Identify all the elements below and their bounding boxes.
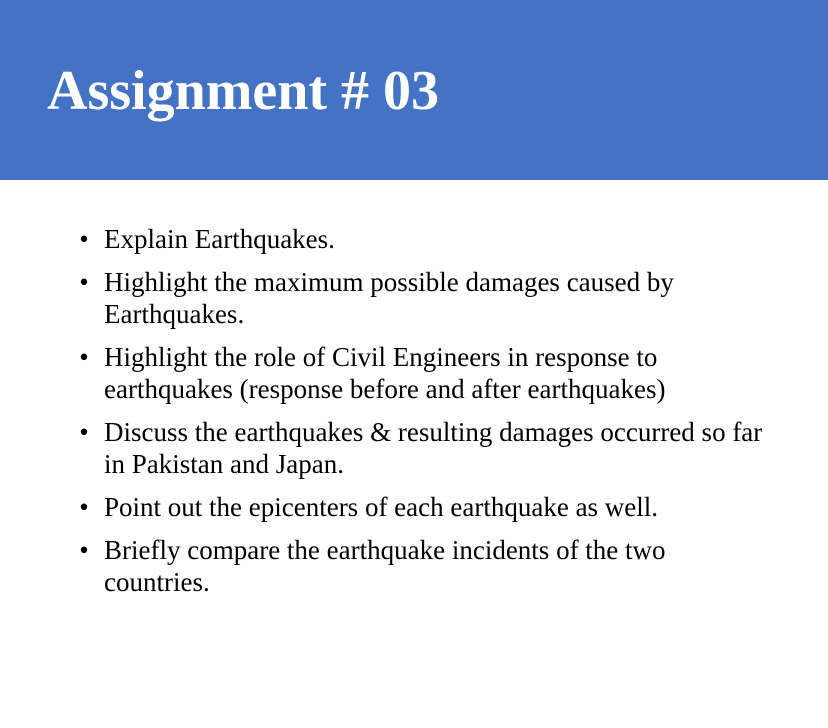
bullet-dot-icon: •: [79, 267, 89, 297]
bullet-dot-icon: •: [79, 417, 89, 447]
bullet-dot-icon: •: [79, 342, 89, 372]
bullet-text: Highlight the maximum possible damages caused by Earthquakes.: [104, 267, 674, 329]
bullet-item: [74, 534, 774, 598]
bullet-text: Discuss the earthquakes & resulting damages occurred so far in Pakistan and Japan.: [104, 417, 763, 479]
bullet-dot-icon: •: [79, 492, 89, 522]
slide-title: Assignment # 03: [47, 60, 440, 122]
bullet-item: [74, 341, 774, 405]
title-bar: [0, 0, 828, 180]
bullet-dot-icon: •: [79, 224, 89, 254]
bullet-list: [74, 223, 774, 609]
bullet-text: Briefly compare the earthquake incidents of the two countries.: [104, 535, 666, 597]
bullet-text: Point out the epicenters of each earthquake as well.: [104, 492, 659, 522]
bullet-text: Explain Earthquakes.: [104, 224, 335, 254]
bullet-item: [74, 416, 774, 480]
bullet-item: [74, 491, 774, 523]
bullet-item: [74, 223, 774, 255]
bullet-dot-icon: •: [79, 535, 89, 565]
bullet-item: [74, 266, 774, 330]
bullet-text: Highlight the role of Civil Engineers in response to earthquakes (response before and after earthquakes): [104, 342, 666, 404]
